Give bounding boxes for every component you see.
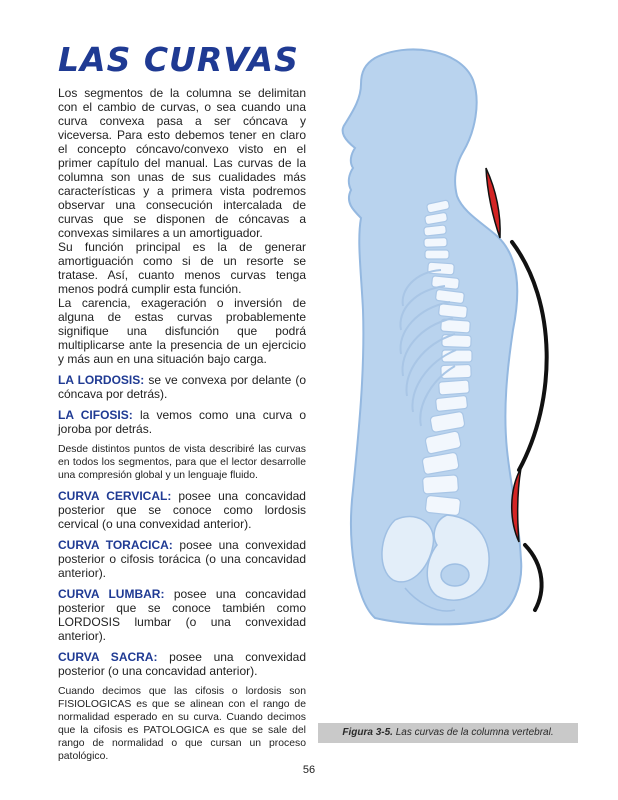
figure-label: Figura 3-5. [342,727,393,738]
sacral-kyphosis-curve [525,545,542,610]
figure-text: Las curvas de la columna vertebral. [392,727,554,738]
curve-text: posee una concavidad posterior que se conoce también como LORDOSIS lumbar (o una convexidad anterior). [58,587,306,643]
figure-caption [318,723,578,743]
page-number: 56 [302,764,316,776]
text-column [58,86,306,763]
curve-text: posee una convexidad posterior o cifosis torácica (o una concavidad anterior). [58,538,306,580]
definition-cifosis [58,408,306,436]
curve-toracica [58,538,306,580]
definition-lordosis [58,373,306,401]
curve-sacra [58,650,306,678]
paragraph: Los segmentos de la columna se delimitan con el cambio de curvas, o sea cuando una curva convexa pasa a ser cóncava y viceversa. Para esto debemos tener en claro el concepto cóncavo/convexo visto en el primer capítulo del manual. Las curvas de la columna son unas de sus cualidades más características y a primera vista podremos observar una consecución intercalada de curvas que se disponen de cóncavas a convexas similares a un amortiguador. [58,86,306,240]
intro-note: Desde distintos puntos de vista describiré las curvas en todos los segmentos, para que el lector desarrolle una compresión global y un lenguaje fluido. [58,444,306,481]
curve-cervical [58,489,306,531]
term-lumbar: CURVA LUMBAR: [58,587,165,601]
term-sacra: CURVA SACRA: [58,650,158,664]
term-cifosis: LA CIFOSIS: [58,408,133,422]
page-title: LAS CURVAS [58,40,299,79]
spine-illustration [305,40,618,740]
term-cervical: CURVA CERVICAL: [58,489,172,503]
term-lordosis: LA LORDOSIS: [58,373,145,387]
term-toracica: CURVA TORACICA: [58,538,173,552]
curve-lumbar [58,587,306,643]
definition-text: se ve convexa por delante (o cóncava por detrás). [58,373,306,401]
closing-note: Cuando decimos que las cifosis o lordosis son FISIOLOGICAS es que se alinean con el rango de normalidad esperado en su curva. Cuando decimos que la cifosis es PATOLOGICA es que se sale del rango de normalidad o que cursan un proceso patológico. [58,686,306,762]
paragraph: Su función principal es la de generar amortiguación como si de un resorte se tratase. Así, cuanto menos curvas tenga menos podrá cumplir esta función. [58,240,306,296]
definition-text: la vemos como una curva o joroba por detrás. [58,408,306,436]
curve-text: posee una concavidad posterior que se conoce como lordosis cervical (o una convexidad anterior). [58,489,306,531]
paragraph: La carencia, exageración o inversión de alguna de estas curvas probablemente signifique una disfunción que podrá multiplicarse ante la presencia de un ejercicio y más aun en una situación bajo carga. [58,296,306,366]
curve-text: posee una convexidad posterior (o una concavidad anterior). [58,650,306,678]
